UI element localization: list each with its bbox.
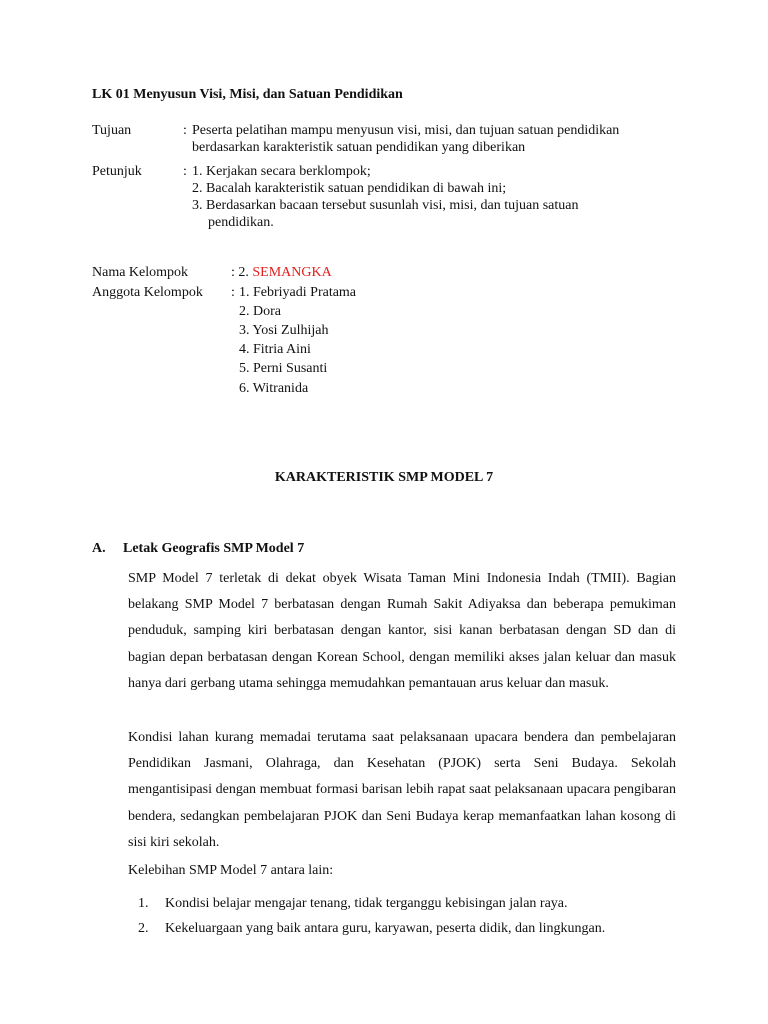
anggota-kelompok-label: Anggota Kelompok [92, 285, 203, 300]
kelebihan-intro: Kelebihan SMP Model 7 antara lain: [128, 863, 334, 878]
member-item: 1. Febriyadi Pratama [239, 285, 357, 300]
petunjuk-label: Petunjuk [92, 164, 142, 179]
section-heading: KARAKTERISTIK SMP MODEL 7 [274, 470, 494, 485]
tujuan-line-2: berdasarkan karakteristik satuan pendidikan yang diberikan [192, 140, 526, 155]
section-a-paragraph-1: SMP Model 7 terletak di dekat obyek Wisata Taman Mini Indonesia Indah (TMII). Bagian belakang SMP Model 7 berbatasan dengan Rumah Sakit Adiyaksa dan beberapa pemukiman penduduk, samping kiri berbatasan dengan kantor, sisi kanan berbatasan dengan SD dan di bagian depan berbatasan dengan Korean School, dengan memiliki akses jalan keluar dan masuk hanya dari gerbang utama sehingga memudahkan pemantauan arus keluar dan masuk. [128, 571, 676, 691]
member-item: 5. Perni Susanti [239, 361, 328, 376]
member-item: 4. Fitria Aini [239, 342, 311, 357]
nama-kelompok-value [231, 264, 332, 281]
tujuan-line-1: Peserta pelatihan mampu menyusun visi, misi, dan tujuan satuan pendidikan [192, 123, 620, 138]
member-item: 2. Dora [239, 304, 281, 319]
nama-kelompok-name: SEMANGKA [252, 265, 332, 280]
kelebihan-item: Kekeluargaan yang baik antara guru, karyawan, peserta didik, dan lingkungan. [165, 921, 606, 936]
petunjuk-item: 2. Bacalah karakteristik satuan pendidikan di bawah ini; [192, 181, 507, 196]
member-item: 3. Yosi Zulhijah [239, 323, 329, 338]
document-title: LK 01 Menyusun Visi, Misi, dan Satuan Pendidikan [92, 87, 403, 102]
kelebihan-item: Kondisi belajar mengajar tenang, tidak terganggu kebisingan jalan raya. [165, 896, 568, 911]
member-item: 6. Witranida [239, 381, 309, 396]
petunjuk-item-continuation: pendidikan. [208, 215, 274, 230]
petunjuk-item: 3. Berdasarkan bacaan tersebut susunlah visi, misi, dan tujuan satuan [192, 198, 579, 213]
kelebihan-number: 2. [138, 921, 149, 936]
petunjuk-separator: : [183, 164, 187, 179]
section-a-marker: A. [92, 541, 106, 556]
section-a-paragraph-2: Kondisi lahan kurang memadai terutama saat pelaksanaan upacara bendera dan pembelajaran Pendidikan Jasmani, Olahraga, dan Kesehatan (PJOK) serta Seni Budaya. Sekolah mengantisipasi dengan membuat formasi barisan lebih rapat saat pelaksanaan upacara pengibaran bendera, sedangkan pembelajaran PJOK dan Seni Budaya kerap memanfaatkan lahan kosong di sisi kiri sekolah. [128, 730, 676, 850]
petunjuk-item: 1. Kerjakan secara berklompok; [192, 164, 371, 179]
nama-kelompok-prefix: : 2. [231, 265, 249, 280]
section-a-title: Letak Geografis SMP Model 7 [123, 541, 305, 556]
tujuan-label: Tujuan [92, 123, 132, 138]
kelebihan-number: 1. [138, 896, 149, 911]
anggota-kelompok-separator: : [231, 285, 235, 300]
nama-kelompok-label: Nama Kelompok [92, 265, 189, 280]
tujuan-separator: : [183, 123, 187, 138]
